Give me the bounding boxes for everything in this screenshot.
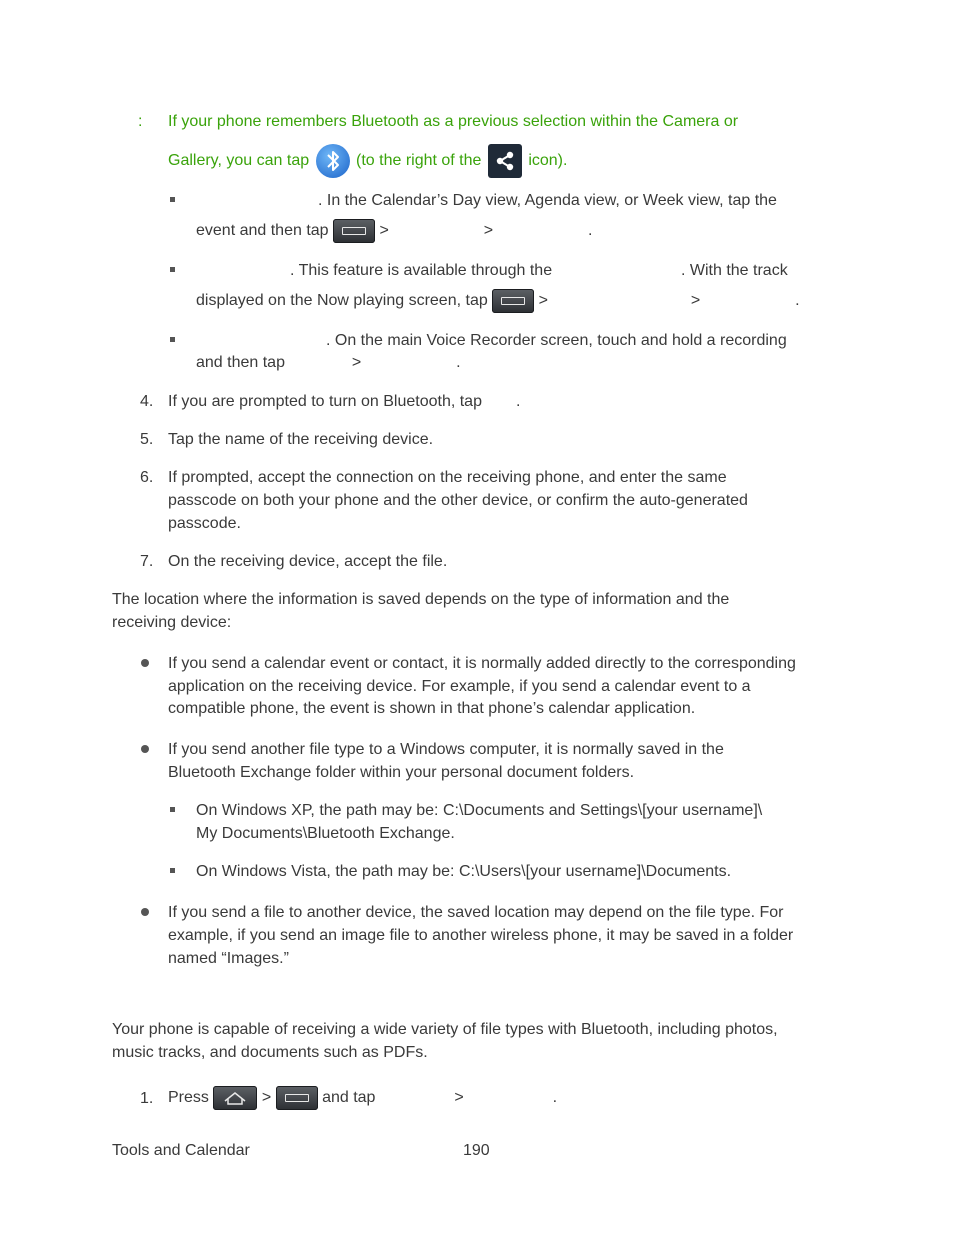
sub-bullet-line: My Documents\Bluetooth Exchange. <box>196 825 455 842</box>
bullet-line: If you send a file to another device, the saved location may depend on the file type. For <box>168 904 784 921</box>
square-bullet <box>170 197 175 202</box>
note-text: (to the right of the <box>356 152 482 169</box>
sub-bullet-line: On Windows XP, the path may be: C:\Documents and Settings\[your username]\ <box>196 802 763 819</box>
footer-section: Tools and Calendar <box>112 1142 250 1159</box>
note-text: If your phone remembers Bluetooth as a previous selection within the Camera or <box>168 113 739 130</box>
square-bullet <box>170 337 175 342</box>
menu-key-icon <box>276 1086 318 1110</box>
separator: > <box>379 222 389 239</box>
separator: > <box>261 1089 272 1106</box>
home-key-icon <box>213 1086 257 1110</box>
step-6-line-2: passcode on both your phone and the other device, or confirm the auto-generated <box>168 492 748 509</box>
share-icon <box>488 144 522 178</box>
sub-item-3-line-1: . On the main Voice Recorder screen, touch and hold a recording <box>326 332 787 349</box>
step-6-line-3: passcode. <box>168 515 241 532</box>
note-text: Gallery, you can tap <box>168 152 310 169</box>
bullet-line: application on the receiving device. For example, if you send a calendar event to a <box>168 678 751 695</box>
separator: > <box>483 222 494 239</box>
bullet-line: example, if you send an image file to another wireless phone, it may be saved in a folder <box>168 927 794 944</box>
period: . <box>795 292 800 309</box>
separator: > <box>690 292 701 309</box>
sub-item-text: and then tap <box>196 354 285 371</box>
sub-item-1-line-1: . In the Calendar’s Day view, Agenda view, or Week view, tap the <box>318 192 777 209</box>
bullet-line: named “Images.” <box>168 950 289 967</box>
period: . <box>515 393 521 410</box>
step-1-text <box>168 1079 557 1117</box>
menu-key-icon <box>492 289 534 313</box>
round-bullet <box>141 745 149 753</box>
menu-key-icon <box>333 219 375 243</box>
step-7-text: On the receiving device, accept the file. <box>168 553 448 570</box>
period: . <box>456 354 461 371</box>
square-bullet <box>170 267 175 272</box>
bullet-line: If you send a calendar event or contact, it is normally added directly to the corresponding <box>168 655 796 672</box>
note-text: icon). <box>528 152 568 169</box>
square-bullet <box>170 868 175 873</box>
step-number: 6. <box>140 469 154 486</box>
note-line-1 <box>168 110 738 133</box>
footer-page-number: 190 <box>463 1142 490 1159</box>
square-bullet <box>170 807 175 812</box>
step-6-line-1: If prompted, accept the connection on the receiving phone, and enter the same <box>168 469 727 486</box>
step-number: 4. <box>140 393 154 410</box>
sub-item-text: displayed on the Now playing screen, tap <box>196 292 488 309</box>
step-number: 1. <box>140 1090 154 1107</box>
sub-bullet-line: On Windows Vista, the path may be: C:\Users\[your username]\Documents. <box>196 863 732 880</box>
step-number: 7. <box>140 553 154 570</box>
round-bullet <box>141 908 149 916</box>
period: . <box>587 222 593 239</box>
bullet-line: If you send another file type to a Windows computer, it is normally saved in the <box>168 741 724 758</box>
sub-item-2-line-2 <box>196 282 800 320</box>
separator: > <box>454 1089 464 1106</box>
round-bullet <box>141 659 149 667</box>
step-number: 5. <box>140 431 154 448</box>
sub-item-1-line-2 <box>196 212 592 250</box>
step-text: If you are prompted to turn on Bluetooth, tap <box>168 393 482 410</box>
sub-item-3-line-2 <box>196 351 461 374</box>
step-5-text: Tap the name of the receiving device. <box>168 431 434 448</box>
separator: > <box>351 354 362 371</box>
bullet-line: Bluetooth Exchange folder within your personal document folders. <box>168 764 635 781</box>
paragraph-line: receiving device: <box>112 614 232 631</box>
note-line-2 <box>168 136 567 186</box>
paragraph-line: The location where the information is saved depends on the type of information and the <box>112 591 730 608</box>
note-marker: : <box>138 113 143 130</box>
sub-item-2-line-1a: . This feature is available through the <box>290 262 553 279</box>
sub-item-text: event and then tap <box>196 222 329 239</box>
sub-item-2-line-1b: . With the track <box>681 262 788 279</box>
separator: > <box>538 292 548 309</box>
paragraph-line: Your phone is capable of receiving a wide variety of file types with Bluetooth, including photos, <box>112 1021 778 1038</box>
step-text: Press <box>168 1089 209 1106</box>
period: . <box>552 1089 558 1106</box>
step-text: and tap <box>322 1089 376 1106</box>
bullet-line: compatible phone, the event is shown in that phone’s calendar application. <box>168 700 696 717</box>
paragraph-line: music tracks, and documents such as PDFs. <box>112 1044 428 1061</box>
bluetooth-icon <box>316 144 350 178</box>
step-4-text <box>168 390 520 413</box>
